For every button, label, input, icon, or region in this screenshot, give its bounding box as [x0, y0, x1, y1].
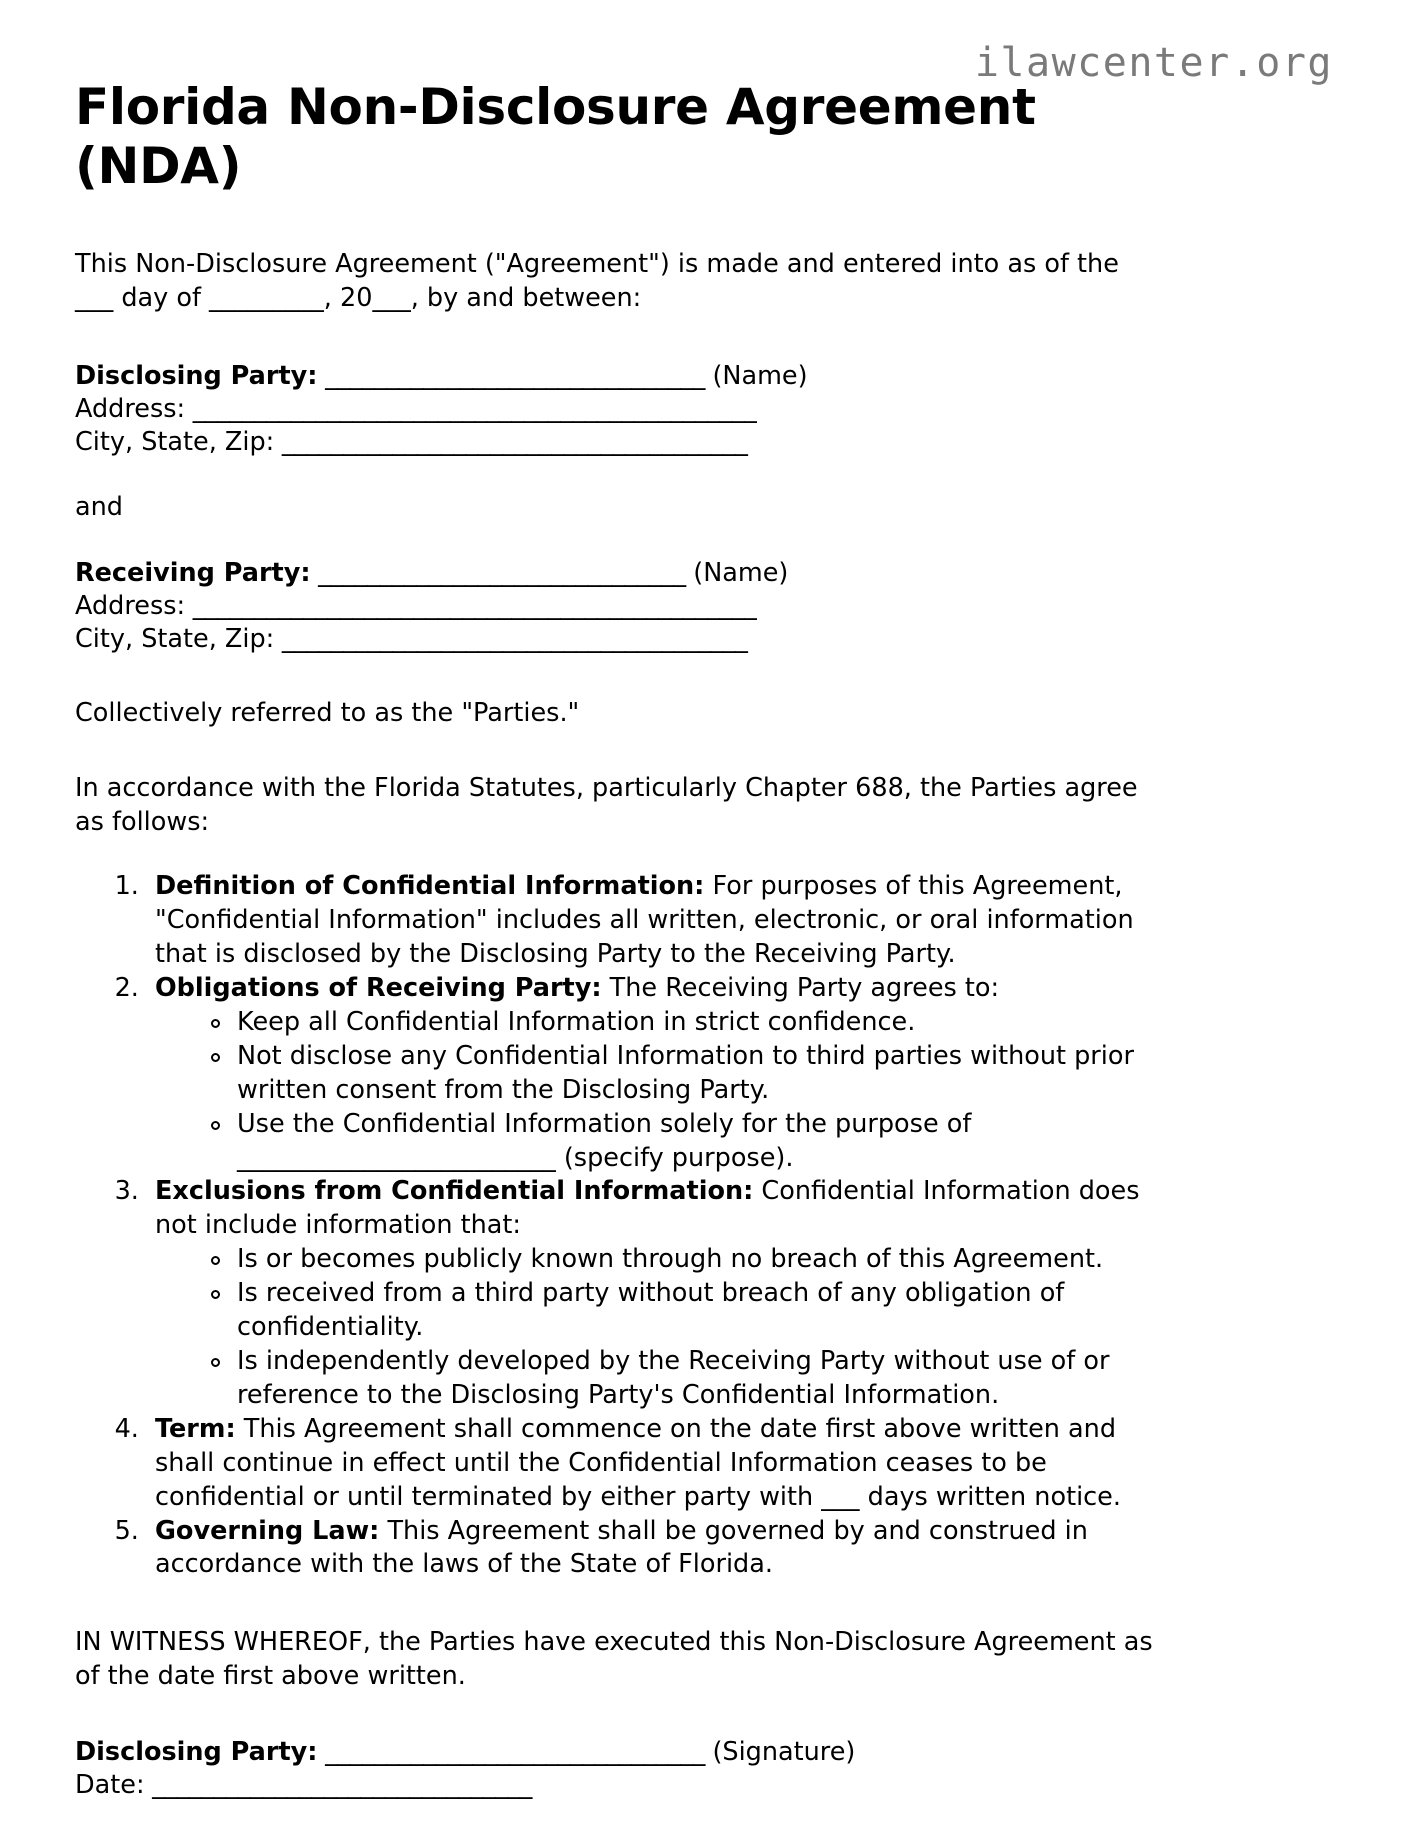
signature-date-line	[75, 1769, 1336, 1802]
receiving-party-name-blank[interactable]: ______________________________	[310, 558, 694, 589]
disclosing-party-address-blank[interactable]: ______________________________________________	[185, 393, 757, 424]
signature-party-hint: (Signature)	[712, 1737, 856, 1768]
signature-party-line	[75, 1736, 1336, 1769]
clause-item	[147, 1413, 1175, 1515]
clause-body: This Agreement shall commence on the date first above written and shall continue in effect until the Confidential Information ceases to be confidential or until terminated by either party with ___ days written notice.	[155, 1413, 1121, 1512]
clause-subitem: Not disclose any Confidential Information to third parties without prior written consent from the Disclosing Party.	[207, 1040, 1175, 1108]
clause-body: For purposes of this Agreement, "Confidential Information" includes all written, electronic, or oral information that is disclosed by the Disclosing Party to the Receiving Party.	[155, 871, 1134, 970]
clause-subitem: Is or becomes publicly known through no breach of this Agreement.	[207, 1243, 1175, 1277]
disclosing-party-city-line	[75, 426, 1336, 459]
clause-item	[147, 1175, 1175, 1412]
signature-party-label: Disclosing Party:	[75, 1737, 318, 1768]
receiving-party-city-blank[interactable]: ______________________________________	[274, 624, 748, 655]
receiving-party-name-line	[75, 557, 1336, 590]
disclosing-party-city-blank[interactable]: ______________________________________	[274, 427, 748, 458]
page-title: Florida Non-Disclosure Agreement (NDA)	[75, 78, 1036, 195]
clause-item	[147, 972, 1175, 1175]
clause-heading: Governing Law:	[155, 1515, 380, 1546]
clause-body: The Receiving Party agrees to:	[601, 973, 1000, 1003]
disclosing-party-block	[75, 360, 1336, 459]
clause-heading: Term:	[155, 1413, 236, 1444]
clause-body: This Agreement shall be governed by and construed in accordance with the laws of the State of Florida.	[155, 1515, 1088, 1580]
clause-subitem: Is received from a third party without breach of any obligation of confidentiality.	[207, 1277, 1175, 1345]
receiving-party-label: Receiving Party:	[75, 558, 311, 589]
receiving-party-city-label: City, State, Zip:	[75, 624, 275, 655]
spacer	[75, 459, 1336, 491]
signature-date-blank[interactable]: _______________________________	[144, 1770, 532, 1801]
clause-heading: Exclusions from Confidential Information:	[155, 1176, 754, 1207]
clause-subitem: Keep all Confidential Information in strict confidence.	[207, 1006, 1175, 1040]
receiving-party-address-line	[75, 590, 1336, 623]
clause-subitem: Is independently developed by the Receiving Party without use of or reference to the Disclosing Party's Confidential Information.	[207, 1345, 1175, 1413]
spacer	[75, 525, 1336, 557]
disclosing-party-address-label: Address:	[75, 393, 186, 424]
clause-sublist	[155, 1243, 1175, 1413]
receiving-party-address-label: Address:	[75, 591, 186, 622]
receiving-party-name-hint: (Name)	[693, 558, 789, 589]
clause-heading: Obligations of Receiving Party:	[155, 973, 602, 1003]
site-watermark: ilawcenter.org	[974, 40, 1333, 86]
disclosing-party-name-blank[interactable]: _______________________________	[317, 360, 713, 391]
conjunction-and: and	[75, 492, 123, 523]
clause-item	[147, 1515, 1175, 1583]
receiving-party-city-line	[75, 623, 1336, 656]
disclosing-party-name-hint: (Name)	[712, 360, 808, 391]
signature-date-label: Date:	[75, 1770, 145, 1801]
disclosing-party-label: Disclosing Party:	[75, 360, 318, 391]
clause-list	[75, 870, 1336, 1582]
signature-party-blank[interactable]: _______________________________	[317, 1737, 713, 1768]
clause-body: Confidential Information does not include information that:	[155, 1176, 1140, 1241]
disclosing-party-city-label: City, State, Zip:	[75, 427, 275, 458]
collectively-paragraph: Collectively referred to as the "Parties."	[75, 697, 580, 728]
receiving-party-address-blank[interactable]: ______________________________________________	[185, 591, 757, 622]
clause-subitem: Use the Confidential Information solely for the purpose of _________________________ (specify purpose).	[207, 1108, 1175, 1176]
intro-paragraph: This Non-Disclosure Agreement ("Agreement") is made and entered into as of the ___ day of _________, 20___, by and between:	[75, 249, 1119, 313]
receiving-party-block	[75, 557, 1336, 656]
clause-heading: Definition of Confidential Information:	[155, 871, 705, 902]
signature-block	[75, 1736, 1336, 1802]
disclosing-party-address-line	[75, 393, 1336, 426]
accordance-paragraph: In accordance with the Florida Statutes, particularly Chapter 688, the Parties agree as follows:	[75, 773, 1138, 838]
clause-item	[147, 870, 1175, 972]
witness-paragraph: IN WITNESS WHEREOF, the Parties have executed this Non-Disclosure Agreement as of the date first above written.	[75, 1627, 1153, 1692]
spacer	[75, 316, 1336, 360]
disclosing-party-name-line	[75, 360, 1336, 393]
clause-sublist	[155, 1006, 1175, 1176]
